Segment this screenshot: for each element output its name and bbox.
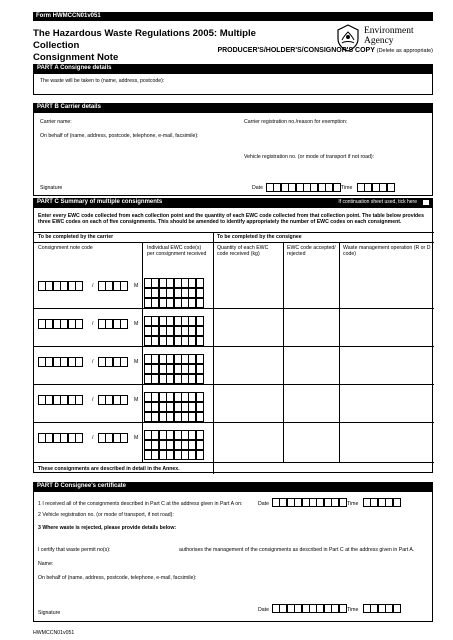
column-management-operation: Waste management operation (R or D code) [343, 245, 431, 257]
part-c-instructions: Enter every EWC code collected from each collection point and the quantity of each EWC code collected from that collection point. The table below provides three EWC codes on each of five consignments. This should be amended to identify appropriately the number of EWC codes on each consignment. [38, 213, 424, 226]
part-c-heading [33, 198, 433, 207]
copy-note: (Delete as appropriate) [376, 48, 433, 54]
consignee-name-label: Name: [38, 561, 54, 567]
permit-authorises-text: authorises the management of the consignments as described in Part C at the address given in Part A. [179, 547, 415, 553]
part-d-box [33, 491, 433, 622]
consignee-completion-label: To be completed by the consignee [217, 234, 302, 240]
column-accepted-rejected: EWC code accepted/ rejected [287, 245, 336, 257]
part-b-box [33, 112, 433, 196]
continuation-label: If continuation sheet used, tick here [338, 199, 417, 205]
carrier-on-behalf-label: On behalf of (name, address, postcode, telephone, e-mail, facsimile): [40, 133, 199, 139]
part-a-box[interactable] [33, 73, 433, 95]
column-quantity: Quantity of each EWC code received (kg) [217, 245, 269, 257]
slash-separator: / [92, 435, 94, 441]
slash-separator: / [92, 321, 94, 327]
annex-footnote: These consignments are described in detail in the Annex. [38, 466, 180, 472]
title-line-2: Consignment Note [33, 52, 119, 63]
part-d-date-label-bottom: Date [258, 607, 269, 613]
carrier-name-label: Carrier name: [40, 119, 72, 125]
carrier-completion-label: To be completed by the carrier [38, 234, 114, 240]
m-marker: M [134, 359, 139, 365]
carrier-date-label: Date [252, 185, 263, 191]
consignee-signature-label: Signature [38, 610, 61, 616]
slash-separator: / [92, 397, 94, 403]
title-line-1: The Hazardous Waste Regulations 2005: Multiple Collection [33, 28, 257, 51]
part-b-heading: PART B Carrier details [33, 103, 433, 112]
m-marker: M [134, 397, 139, 403]
consignee-on-behalf-label: On behalf of (name, address, postcode, telephone, e-mail, facsimile): [38, 575, 197, 581]
consignee-address-label: The waste will be taken to (name, address, postcode): [40, 78, 165, 84]
received-time-cells[interactable] [363, 498, 400, 507]
column-consignment-note-code: Consignment note code [38, 245, 93, 251]
column-individual-ewc: Individual EWC code(s) per consignment received [147, 245, 207, 257]
continuation-checkbox[interactable] [422, 199, 430, 206]
part-d-date-label-top: Date [258, 501, 269, 507]
slash-separator: / [92, 359, 94, 365]
agency-name-line-2: Agency [364, 36, 394, 46]
slash-separator: / [92, 283, 94, 289]
consignee-time-cells[interactable] [363, 604, 400, 613]
footer-form-code: HWMCCN01v051 [33, 630, 75, 636]
carrier-date-cells[interactable] [266, 183, 340, 192]
copy-label: PRODUCER'S/HOLDER'S/CONSIGNOR'S COPY [217, 47, 375, 54]
form-id-bar: Form HWMCCN01v051 [33, 12, 433, 21]
vehicle-registration-label-d: 2 Vehicle registration no. (or mode of transport, if not road): [38, 512, 174, 518]
m-marker: M [134, 321, 139, 327]
part-c-box [33, 207, 433, 473]
part-d-time-label-top: Time [347, 501, 359, 507]
carrier-signature-label: Signature [40, 185, 63, 191]
part-c-title: PART C Summary of multiple consignments [37, 199, 163, 205]
vehicle-registration-label: Vehicle registration no. (or mode of transport if not road): [244, 154, 375, 160]
consignee-date-cells[interactable] [272, 604, 346, 613]
agency-logo-text [364, 26, 414, 46]
permit-certify-label: I certify that waste permit no(s): [38, 547, 111, 553]
m-marker: M [134, 283, 139, 289]
carrier-registration-label: Carrier registration no./reason for exemption: [244, 119, 348, 125]
rejected-waste-label: 3 Where waste is rejected, please provide details below: [38, 525, 177, 531]
copy-designation [200, 47, 433, 54]
received-statement: 1 I received all of the consignments described in Part C at the address given in Part A on: [38, 501, 243, 507]
m-marker: M [134, 435, 139, 441]
carrier-time-cells[interactable] [357, 183, 394, 192]
agency-name-line-1: Environment [364, 26, 414, 36]
part-d-heading: PART D Consignee's certificate [33, 482, 433, 491]
received-date-cells[interactable] [272, 498, 346, 507]
part-a-heading: PART A Consignee details [33, 64, 433, 73]
document-title [33, 28, 293, 64]
part-d-time-label-bottom: Time [347, 607, 359, 613]
carrier-time-label: Time [341, 185, 353, 191]
